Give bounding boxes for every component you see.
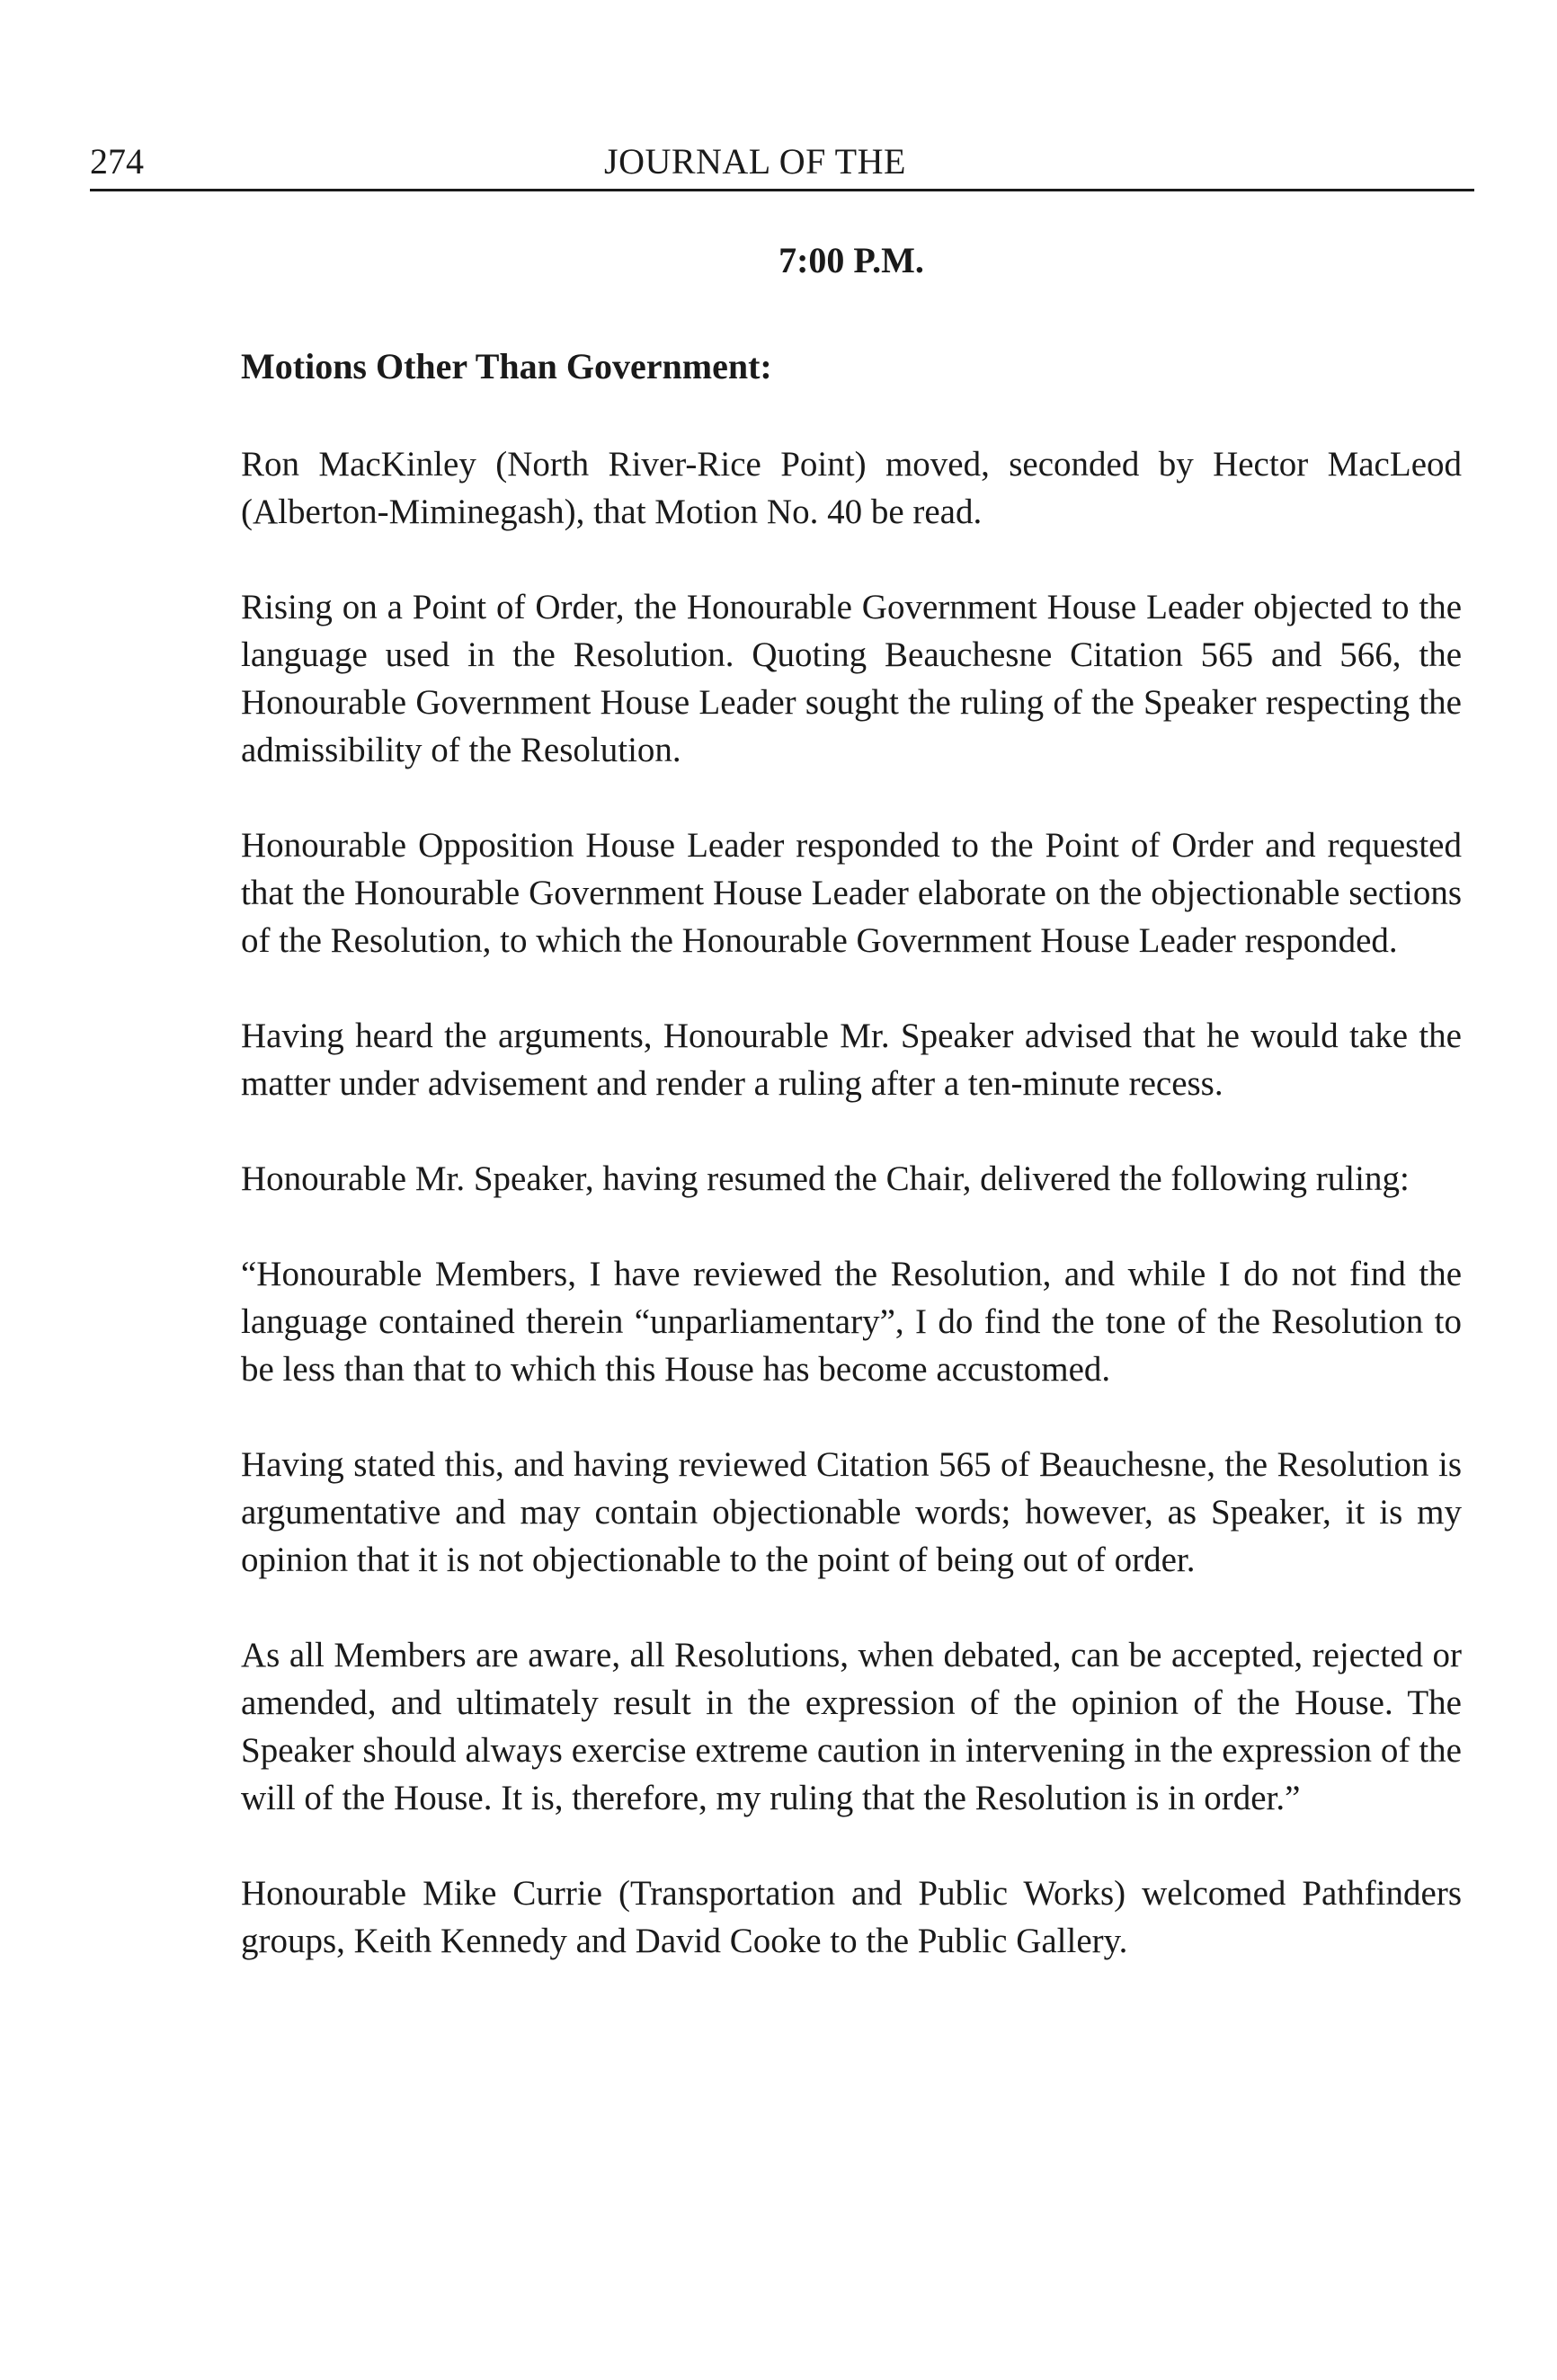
paragraph-speaker-resumed: Honourable Mr. Speaker, having resumed the Chair, delivered the following ruling:	[241, 1159, 1410, 1198]
running-head: JOURNAL OF THE	[604, 141, 906, 182]
time-heading: 7:00 P.M.	[778, 240, 924, 280]
paragraph-motion-moved: Ron MacKinley (North River-Rice Point) moved, seconded by Hector MacLeod (Alberton-Miminegash), that Motion No. 40 be read.	[241, 445, 1462, 531]
page-body	[241, 225, 1462, 2012]
page-header	[90, 135, 1474, 189]
paragraph-ruling-citation: Having stated this, and having reviewed Citation 565 of Beauchesne, the Resolution is argumentative and may contain objectionable words; however, as Speaker, it is my opinion that it is not objectionable to the point of being out of order.	[241, 1445, 1462, 1579]
paragraph-speaker-advisement: Having heard the arguments, Honourable Mr. Speaker advised that he would take the matter under advisement and render a ruling after a ten-minute recess.	[241, 1017, 1462, 1103]
section-heading: Motions Other Than Government:	[241, 346, 772, 386]
paragraph-opposition-response: Honourable Opposition House Leader responded to the Point of Order and requested that the Honourable Government House Leader elaborate on the objectionable sections of the Resolution, to which the Honourable Government House Leader responded.	[241, 826, 1462, 960]
paragraph-gallery-welcome: Honourable Mike Currie (Transportation and Public Works) welcomed Pathfinders groups, Keith Kennedy and David Cooke to the Public Gallery.	[241, 1874, 1462, 1960]
header-rule	[90, 189, 1474, 191]
page-number: 274	[90, 141, 144, 182]
paragraph-ruling-opening: “Honourable Members, I have reviewed the Resolution, and while I do not find the language contained therein “unparliamentary”, I do find the tone of the Resolution to be less than that to which this House has become accustomed.	[241, 1255, 1462, 1389]
paragraph-point-of-order: Rising on a Point of Order, the Honourable Government House Leader objected to the language used in the Resolution. Quoting Beauchesne Citation 565 and 566, the Honourable Government House Leader sought the ruling of the Speaker respecting the admissibility of the Resolution.	[241, 588, 1462, 769]
paragraph-ruling-conclusion: As all Members are aware, all Resolutions, when debated, can be accepted, rejected or amended, and ultimately result in the expression of the opinion of the House. The Speaker should always exercise extreme caution in intervening in the expression of the will of the House. It is, therefore, my ruling that the Resolution is in order.”	[241, 1636, 1462, 1817]
